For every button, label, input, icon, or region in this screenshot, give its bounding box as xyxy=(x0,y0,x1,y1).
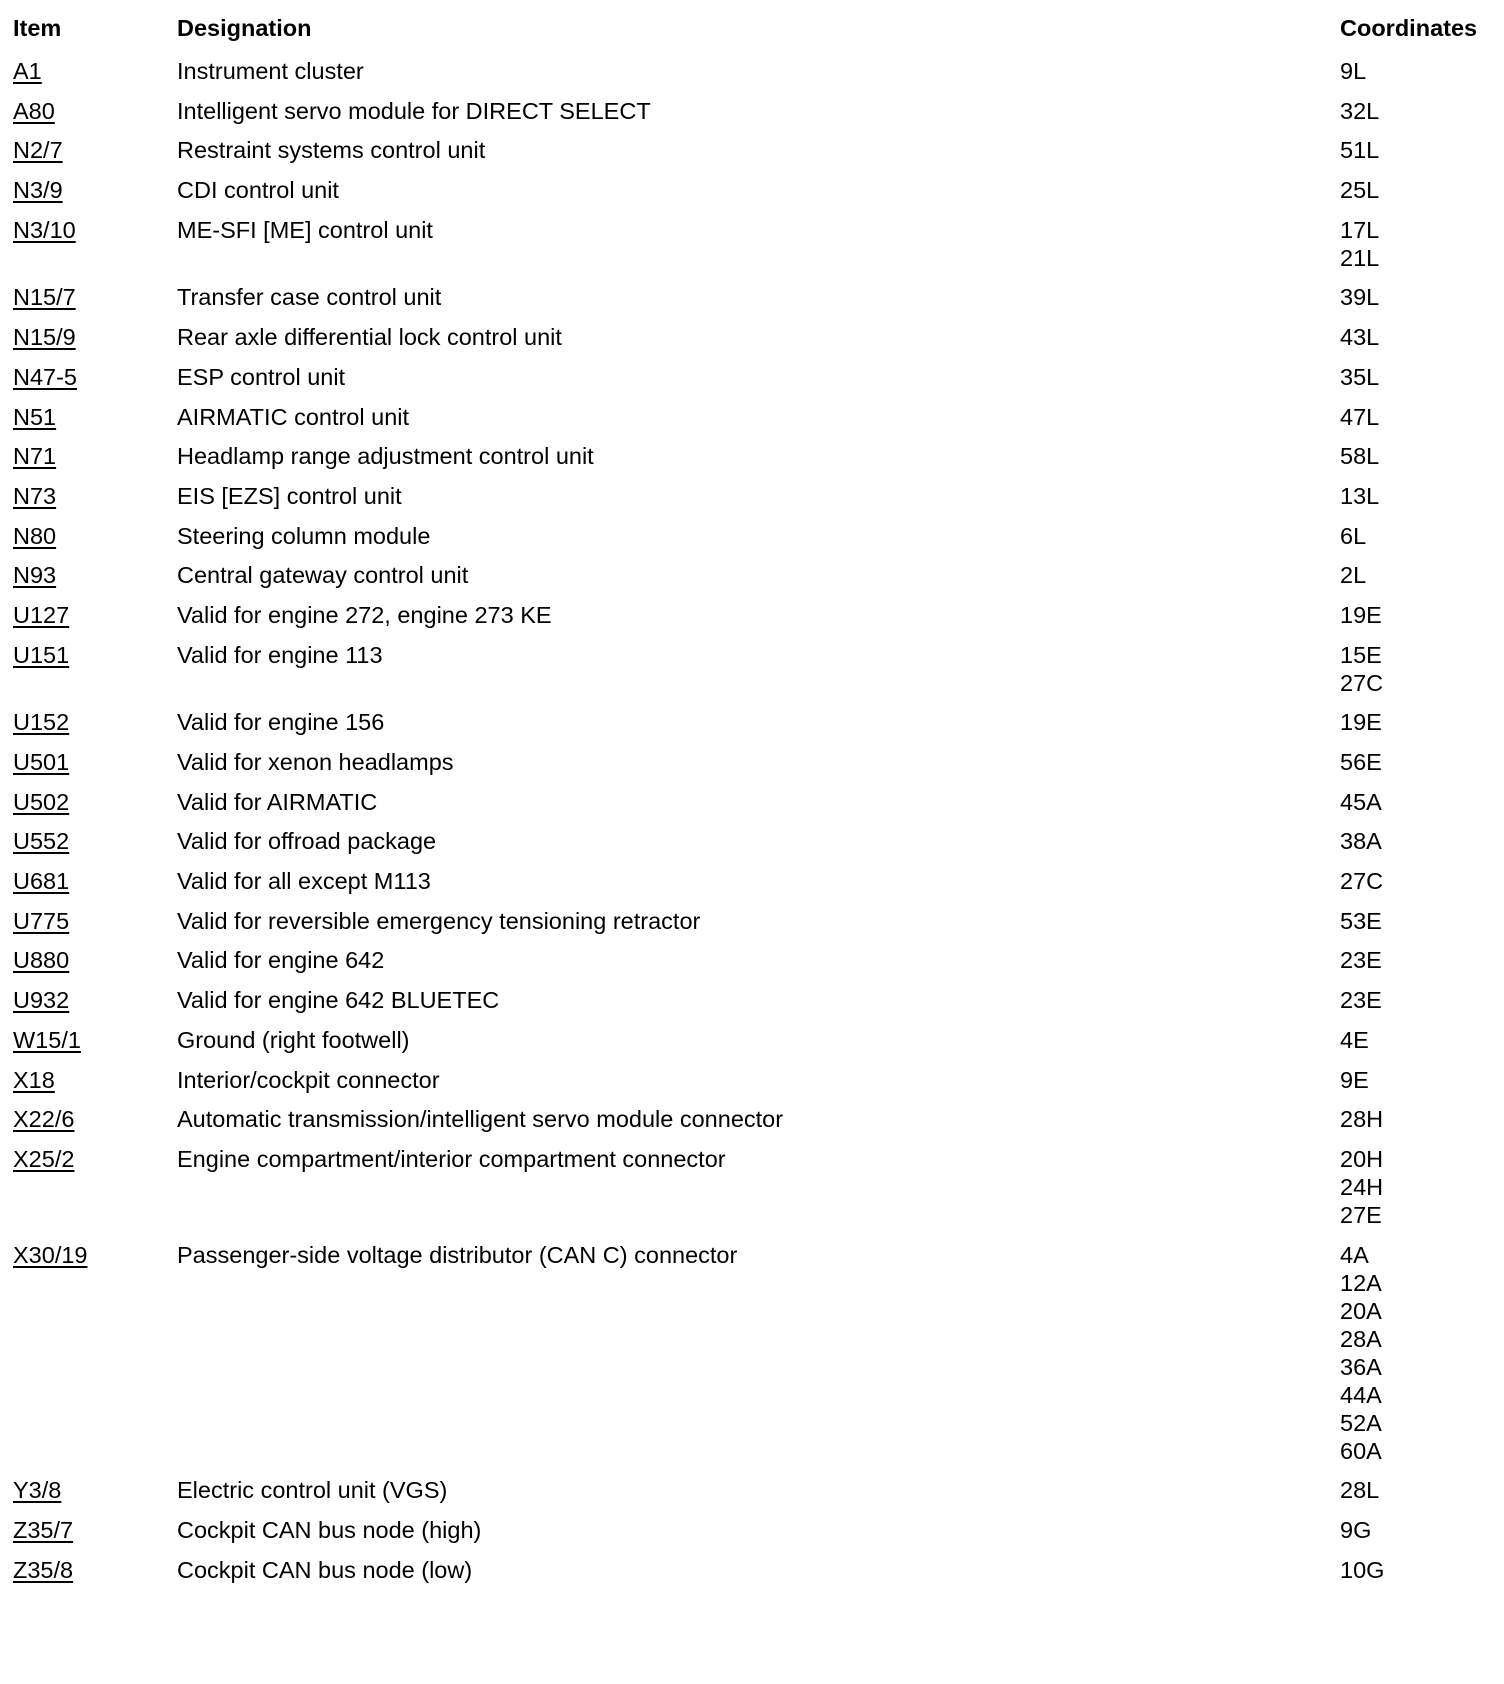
item-link[interactable]: N80 xyxy=(13,522,57,549)
table-row xyxy=(0,946,1504,986)
coordinate-value: 36A xyxy=(1340,1353,1382,1380)
table-row xyxy=(0,57,1504,97)
coordinates-cell xyxy=(1340,57,1500,85)
coordinate-value: 20A xyxy=(1340,1297,1382,1324)
table-body xyxy=(0,57,1504,1595)
coordinate-value: 20H xyxy=(1340,1145,1384,1172)
designation-text: ESP control unit xyxy=(177,363,346,390)
coordinate-value: 6L xyxy=(1340,522,1367,549)
coordinate-value: 56E xyxy=(1340,749,1382,775)
table-row xyxy=(0,522,1504,562)
item-link[interactable]: N15/9 xyxy=(13,324,76,351)
designation-text: Valid for engine 156 xyxy=(177,709,385,736)
designation-text: Automatic transmission/intelligent servo module connector xyxy=(177,1106,784,1133)
coordinate-value: 27C xyxy=(1340,669,1384,696)
coordinates-cell xyxy=(1340,522,1500,550)
coordinates-cell xyxy=(1340,748,1500,776)
item-link[interactable]: Y3/8 xyxy=(13,1477,62,1504)
coordinates-cell xyxy=(1340,216,1500,272)
designation-text: Valid for all except M113 xyxy=(177,868,431,895)
table-row xyxy=(0,788,1504,828)
designation-text: Valid for xenon headlamps xyxy=(177,749,454,775)
table-row xyxy=(0,907,1504,947)
designation-text: Valid for reversible emergency tensioning retractor xyxy=(177,907,701,934)
item-link[interactable]: X30/19 xyxy=(13,1241,88,1268)
table-row xyxy=(0,1066,1504,1106)
item-link[interactable]: A80 xyxy=(13,97,55,124)
coordinate-value: 24H xyxy=(1340,1173,1384,1200)
designation-text: Cockpit CAN bus node (high) xyxy=(177,1516,482,1543)
table-row xyxy=(0,561,1504,601)
item-link[interactable]: U152 xyxy=(13,709,70,736)
coordinate-value: 19E xyxy=(1340,601,1382,628)
coordinate-value: 19E xyxy=(1340,709,1382,736)
item-link[interactable]: W15/1 xyxy=(13,1026,81,1053)
item-link[interactable]: Z35/8 xyxy=(13,1556,74,1583)
coordinates-cell xyxy=(1340,1145,1500,1229)
coordinate-value: 51L xyxy=(1340,137,1380,164)
table-row xyxy=(0,442,1504,482)
item-link[interactable]: N71 xyxy=(13,443,57,470)
item-link[interactable]: U127 xyxy=(13,601,70,628)
coordinates-cell xyxy=(1340,708,1500,736)
coordinates-cell xyxy=(1340,363,1500,391)
coordinates-cell xyxy=(1340,1556,1500,1584)
coordinates-cell xyxy=(1340,1066,1500,1094)
coordinate-value: 60A xyxy=(1340,1437,1382,1464)
coordinates-cell xyxy=(1340,176,1500,204)
coordinate-value: 28A xyxy=(1340,1325,1382,1352)
item-link[interactable]: U681 xyxy=(13,868,70,895)
coordinates-cell xyxy=(1340,283,1500,311)
coordinates-cell xyxy=(1340,601,1500,629)
item-link[interactable]: Z35/7 xyxy=(13,1516,74,1543)
item-link[interactable]: U880 xyxy=(13,947,70,974)
coordinate-value: 17L xyxy=(1340,216,1380,243)
table-row xyxy=(0,403,1504,443)
coordinate-value: 58L xyxy=(1340,443,1380,470)
header-item: Item xyxy=(13,15,62,41)
designation-text: Steering column module xyxy=(177,522,431,549)
coordinate-value: 9L xyxy=(1340,58,1367,84)
designation-text: Valid for engine 642 BLUETEC xyxy=(177,987,500,1014)
designation-text: EIS [EZS] control unit xyxy=(177,482,402,509)
table-row xyxy=(0,827,1504,867)
designation-text: Interior/cockpit connector xyxy=(177,1066,440,1093)
item-link[interactable]: N2/7 xyxy=(13,137,63,164)
table-row xyxy=(0,641,1504,709)
coordinate-value: 27E xyxy=(1340,1201,1382,1228)
coordinate-value: 52A xyxy=(1340,1409,1382,1436)
table-row xyxy=(0,1145,1504,1241)
coordinate-value: 12A xyxy=(1340,1269,1382,1296)
item-link[interactable]: N15/7 xyxy=(13,284,76,311)
coordinates-cell xyxy=(1340,136,1500,164)
coordinate-value: 10G xyxy=(1340,1556,1385,1583)
coordinate-value: 9E xyxy=(1340,1066,1369,1093)
coordinate-value: 43L xyxy=(1340,324,1380,351)
header-designation: Designation xyxy=(177,15,312,41)
table-row xyxy=(0,708,1504,748)
coordinate-value: 44A xyxy=(1340,1381,1382,1408)
coordinate-value: 25L xyxy=(1340,177,1380,204)
coordinates-cell xyxy=(1340,403,1500,431)
coordinates-cell xyxy=(1340,788,1500,816)
coordinates-cell xyxy=(1340,561,1500,589)
coordinate-value: 45A xyxy=(1340,788,1382,815)
coordinates-cell xyxy=(1340,323,1500,351)
table-row xyxy=(0,176,1504,216)
coordinate-value: 4E xyxy=(1340,1026,1369,1053)
table-row xyxy=(0,1516,1504,1556)
designation-text: Transfer case control unit xyxy=(177,284,442,311)
table-row xyxy=(0,1026,1504,1066)
table-row xyxy=(0,283,1504,323)
table-header-row xyxy=(0,14,1504,44)
designation-text: Ground (right footwell) xyxy=(177,1026,410,1053)
coordinates-cell xyxy=(1340,482,1500,510)
item-link[interactable]: N3/10 xyxy=(13,216,76,243)
table-row xyxy=(0,482,1504,522)
designation-text: Engine compartment/interior compartment connector xyxy=(177,1145,726,1172)
coordinate-value: 28L xyxy=(1340,1477,1380,1504)
table-row xyxy=(0,323,1504,363)
table-row xyxy=(0,216,1504,284)
item-link[interactable]: U502 xyxy=(13,788,70,815)
item-link[interactable]: U932 xyxy=(13,987,70,1014)
designation-text: Instrument cluster xyxy=(177,58,364,84)
item-link[interactable]: N93 xyxy=(13,562,57,589)
item-link[interactable]: U552 xyxy=(13,828,70,855)
item-link[interactable]: A1 xyxy=(13,58,42,84)
designation-text: CDI control unit xyxy=(177,177,339,204)
coordinate-value: 38A xyxy=(1340,828,1382,855)
designation-text: Headlamp range adjustment control unit xyxy=(177,443,594,470)
coordinate-value: 9G xyxy=(1340,1516,1372,1543)
coordinate-value: 2L xyxy=(1340,562,1367,589)
coordinate-value: 15E xyxy=(1340,641,1382,668)
coordinates-cell xyxy=(1340,986,1500,1014)
table-row xyxy=(0,1556,1504,1596)
item-link[interactable]: U151 xyxy=(13,641,70,668)
item-link[interactable]: U775 xyxy=(13,907,70,934)
coordinates-cell xyxy=(1340,1026,1500,1054)
item-link[interactable]: N73 xyxy=(13,482,57,509)
designation-text: Valid for engine 642 xyxy=(177,947,385,974)
table-row xyxy=(0,1241,1504,1477)
designation-text: Valid for offroad package xyxy=(177,828,437,855)
item-link[interactable]: X22/6 xyxy=(13,1106,75,1133)
coordinate-value: 28H xyxy=(1340,1106,1384,1133)
item-link[interactable]: U501 xyxy=(13,749,70,775)
table-row xyxy=(0,97,1504,137)
table-row xyxy=(0,867,1504,907)
table-row xyxy=(0,748,1504,788)
header-coordinates: Coordinates xyxy=(1340,15,1478,41)
table-row xyxy=(0,1476,1504,1516)
coordinate-value: 53E xyxy=(1340,907,1382,934)
item-link[interactable]: N47-5 xyxy=(13,363,78,390)
designation-text: Valid for engine 272, engine 273 KE xyxy=(177,601,552,628)
designation-text: Passenger-side voltage distributor (CAN C) connector xyxy=(177,1241,738,1268)
item-link[interactable]: N51 xyxy=(13,403,57,430)
coordinate-value: 35L xyxy=(1340,363,1380,390)
coordinate-value: 23E xyxy=(1340,947,1382,974)
table-row xyxy=(0,1105,1504,1145)
designation-text: ME-SFI [ME] control unit xyxy=(177,216,433,243)
coordinate-value: 39L xyxy=(1340,284,1380,311)
table-row xyxy=(0,986,1504,1026)
designation-text: Valid for AIRMATIC xyxy=(177,788,378,815)
coordinates-cell xyxy=(1340,827,1500,855)
coordinates-cell xyxy=(1340,1105,1500,1133)
coordinate-value: 13L xyxy=(1340,482,1380,509)
designation-text: Intelligent servo module for DIRECT SELECT xyxy=(177,97,651,124)
coordinates-cell xyxy=(1340,1476,1500,1504)
item-link[interactable]: X25/2 xyxy=(13,1145,75,1172)
designation-text: AIRMATIC control unit xyxy=(177,403,410,430)
item-link[interactable]: X18 xyxy=(13,1066,55,1093)
coordinates-cell xyxy=(1340,97,1500,125)
coordinate-value: 4A xyxy=(1340,1241,1369,1268)
coordinate-value: 27C xyxy=(1340,868,1384,895)
designation-text: Rear axle differential lock control unit xyxy=(177,324,562,351)
designation-text: Valid for engine 113 xyxy=(177,641,383,668)
coordinates-cell xyxy=(1340,641,1500,697)
coordinates-cell xyxy=(1340,1516,1500,1544)
item-link[interactable]: N3/9 xyxy=(13,177,63,204)
coordinates-cell xyxy=(1340,907,1500,935)
coordinates-cell xyxy=(1340,1241,1500,1465)
coordinates-cell xyxy=(1340,946,1500,974)
table-row xyxy=(0,601,1504,641)
coordinates-cell xyxy=(1340,867,1500,895)
coordinate-value: 23E xyxy=(1340,987,1382,1014)
coordinate-value: 32L xyxy=(1340,97,1380,124)
coordinate-value: 47L xyxy=(1340,403,1380,430)
table-row xyxy=(0,363,1504,403)
designation-text: Central gateway control unit xyxy=(177,562,469,589)
designation-text: Restraint systems control unit xyxy=(177,137,486,164)
coordinate-value: 21L xyxy=(1340,244,1380,271)
coordinates-cell xyxy=(1340,442,1500,470)
designation-text: Electric control unit (VGS) xyxy=(177,1477,448,1504)
designation-text: Cockpit CAN bus node (low) xyxy=(177,1556,473,1583)
table-row xyxy=(0,136,1504,176)
